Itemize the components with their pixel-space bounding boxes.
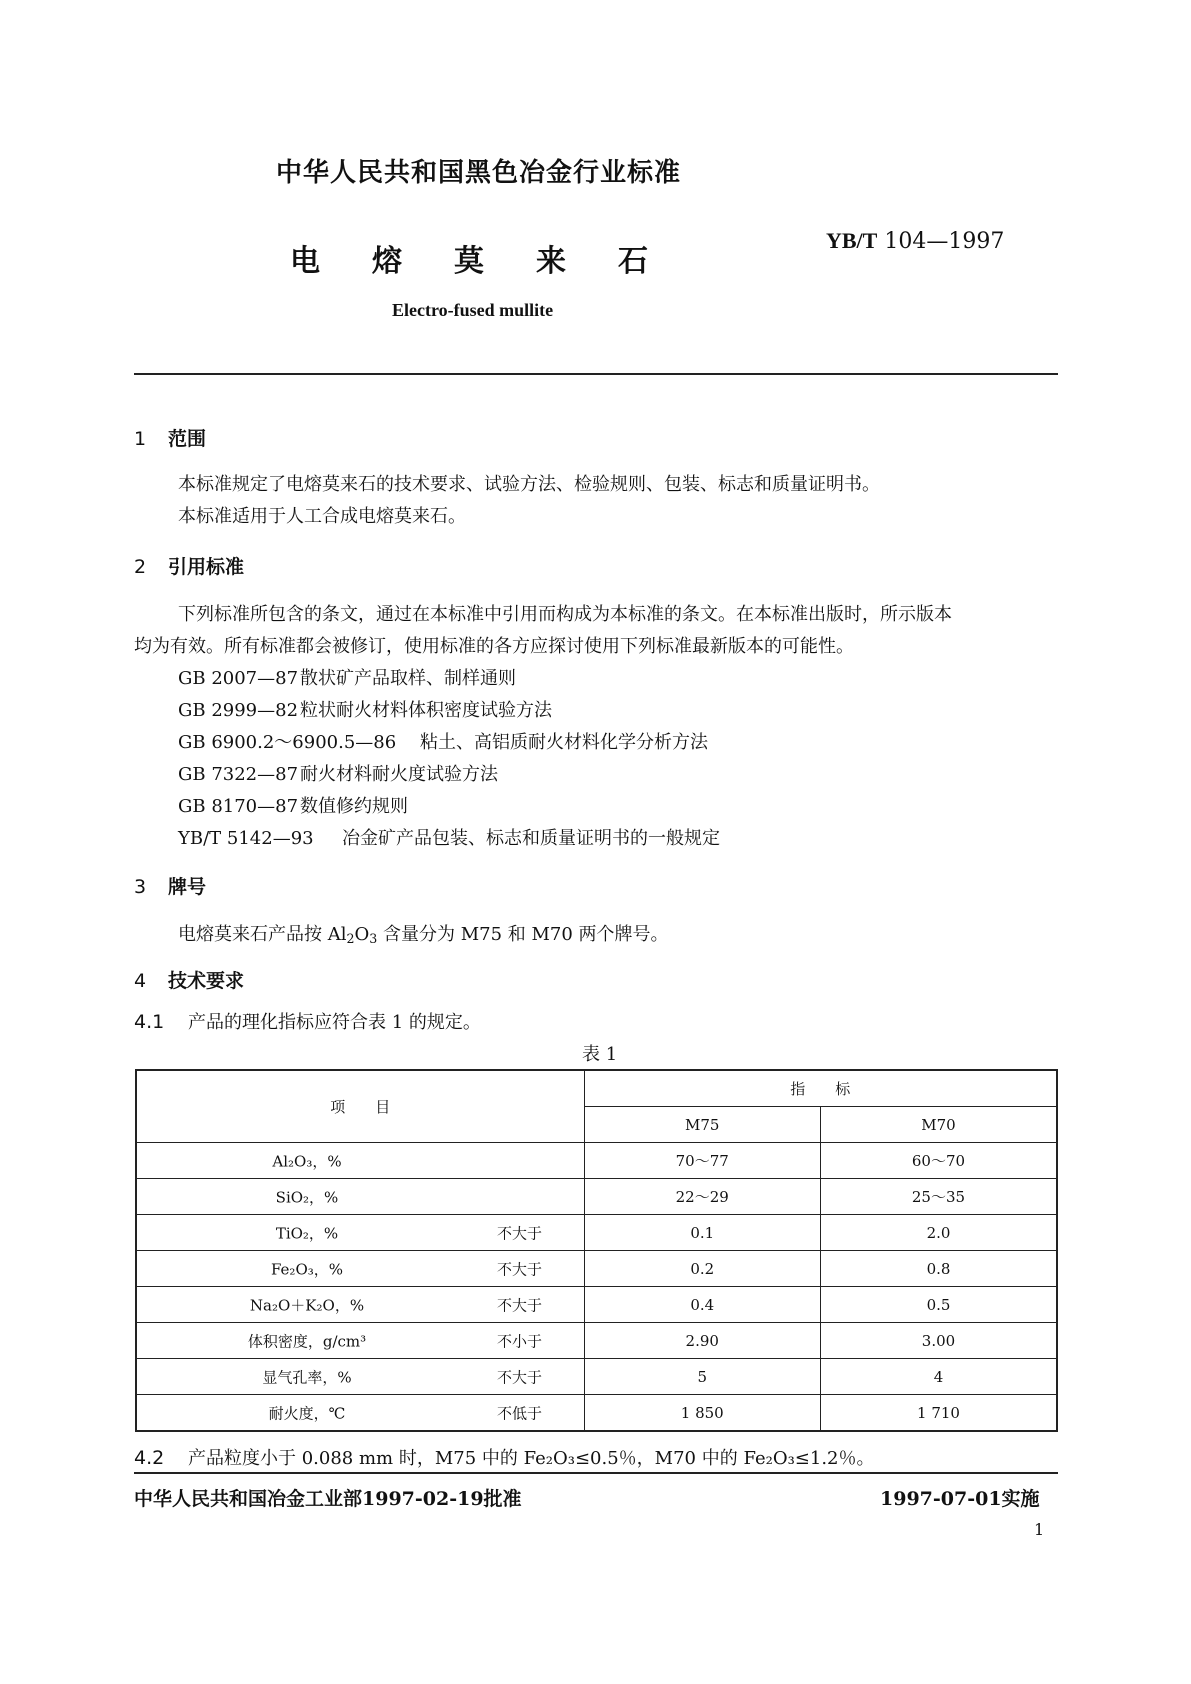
table-header-grade-m75: M75 <box>584 1107 820 1143</box>
table-header-item: 项 目 <box>136 1070 584 1143</box>
clause-4-2 <box>134 1444 875 1470</box>
table-header-grade-m70: M70 <box>820 1107 1057 1143</box>
table-header-index: 指 标 <box>584 1070 1057 1107</box>
clause-4-1 <box>134 1008 481 1034</box>
issuing-organization: 中华人民共和国黑色冶金行业标准 <box>276 158 682 188</box>
reference-item: GB 8170—87 数值修约规则 <box>178 796 408 817</box>
effective-date: 1997-07-01实施 <box>880 1488 1040 1510</box>
section-title: 引用标准 <box>168 556 245 578</box>
title-char: 莫 <box>454 244 484 279</box>
table-caption: 表 1 <box>582 1044 618 1065</box>
reference-item: GB 2999—82 粒状耐火材料体积密度试验方法 <box>178 700 552 721</box>
clause-number: 4.2 <box>134 1447 165 1469</box>
table-row: Na₂O＋K₂O，% 不大于 0.4 0.5 <box>136 1287 1057 1323</box>
section-number: 3 <box>134 876 147 898</box>
table-row: Al₂O₃，% 70～77 60～70 <box>136 1143 1057 1179</box>
section-number: 4 <box>134 970 147 992</box>
section-4-heading <box>134 966 244 993</box>
page-number: 1 <box>1034 1520 1045 1539</box>
section-title: 范围 <box>168 428 207 450</box>
title-char: 来 <box>536 244 566 279</box>
title-char: 电 <box>290 244 320 279</box>
document-title <box>290 236 648 280</box>
standard-code-number: 104—1997 <box>884 229 1005 254</box>
specification-table <box>135 1069 1058 1432</box>
section-3-paragraph: 电熔莫来石产品按 $Al_2O_3$ 含量分为 M75 和 M70 两个牌号。 <box>178 924 669 947</box>
section-title: 技术要求 <box>168 970 245 992</box>
title-char: 熔 <box>372 244 402 279</box>
section-1-paragraph-1: 本标准规定了电熔莫来石的技术要求、试验方法、检验规则、包装、标志和质量证明书。 <box>178 474 880 495</box>
standard-code <box>826 228 1004 254</box>
table-row: 显气孔率，% 不大于 5 4 <box>136 1359 1057 1395</box>
standard-code-prefix: YB/T <box>826 228 878 253</box>
footer-rule <box>134 1472 1058 1474</box>
section-1-heading <box>134 424 206 451</box>
title-char: 石 <box>618 244 648 279</box>
approval-note: 中华人民共和国冶金工业部1997-02-19批准 <box>134 1488 522 1510</box>
table-row: Fe₂O₃，% 不大于 0.2 0.8 <box>136 1251 1057 1287</box>
clause-number: 4.1 <box>134 1011 165 1033</box>
section-1-paragraph-2: 本标准适用于人工合成电熔莫来石。 <box>178 506 466 527</box>
english-title: Electro-fused mullite <box>392 300 554 320</box>
clause-text: 产品粒度小于 0.088 mm 时，M75 中的 Fe₂O₃≤0.5％，M70 中的 Fe₂O₃≤1.2％。 <box>188 1448 875 1469</box>
header-rule <box>134 373 1058 375</box>
section-3-heading <box>134 872 206 899</box>
section-number: 1 <box>134 428 147 450</box>
clause-text: 产品的理化指标应符合表 1 的规定。 <box>188 1012 481 1033</box>
reference-item: GB 6900.2～6900.5—86 粘土、高铝质耐火材料化学分析方法 <box>178 732 708 753</box>
section-number: 2 <box>134 556 147 578</box>
reference-item: GB 7322—87 耐火材料耐火度试验方法 <box>178 764 498 785</box>
table-row: SiO₂，% 22～29 25～35 <box>136 1179 1057 1215</box>
section-title: 牌号 <box>168 876 207 898</box>
table-row: 耐火度，℃ 不低于 1 850 1 710 <box>136 1395 1057 1432</box>
section-2-paragraph-line-1: 下列标准所包含的条文，通过在本标准中引用而构成为本标准的条文。在本标准出版时，所示版本 <box>178 604 952 625</box>
table-row: 体积密度，g/cm³ 不小于 2.90 3.00 <box>136 1323 1057 1359</box>
table-row: TiO₂，% 不大于 0.1 2.0 <box>136 1215 1057 1251</box>
section-2-heading <box>134 552 244 579</box>
reference-item: YB/T 5142—93 冶金矿产品包装、标志和质量证明书的一般规定 <box>178 828 720 849</box>
reference-item: GB 2007—87 散状矿产品取样、制样通则 <box>178 668 516 689</box>
section-2-paragraph-line-2: 均为有效。所有标准都会被修订，使用标准的各方应探讨使用下列标准最新版本的可能性。 <box>134 636 854 657</box>
